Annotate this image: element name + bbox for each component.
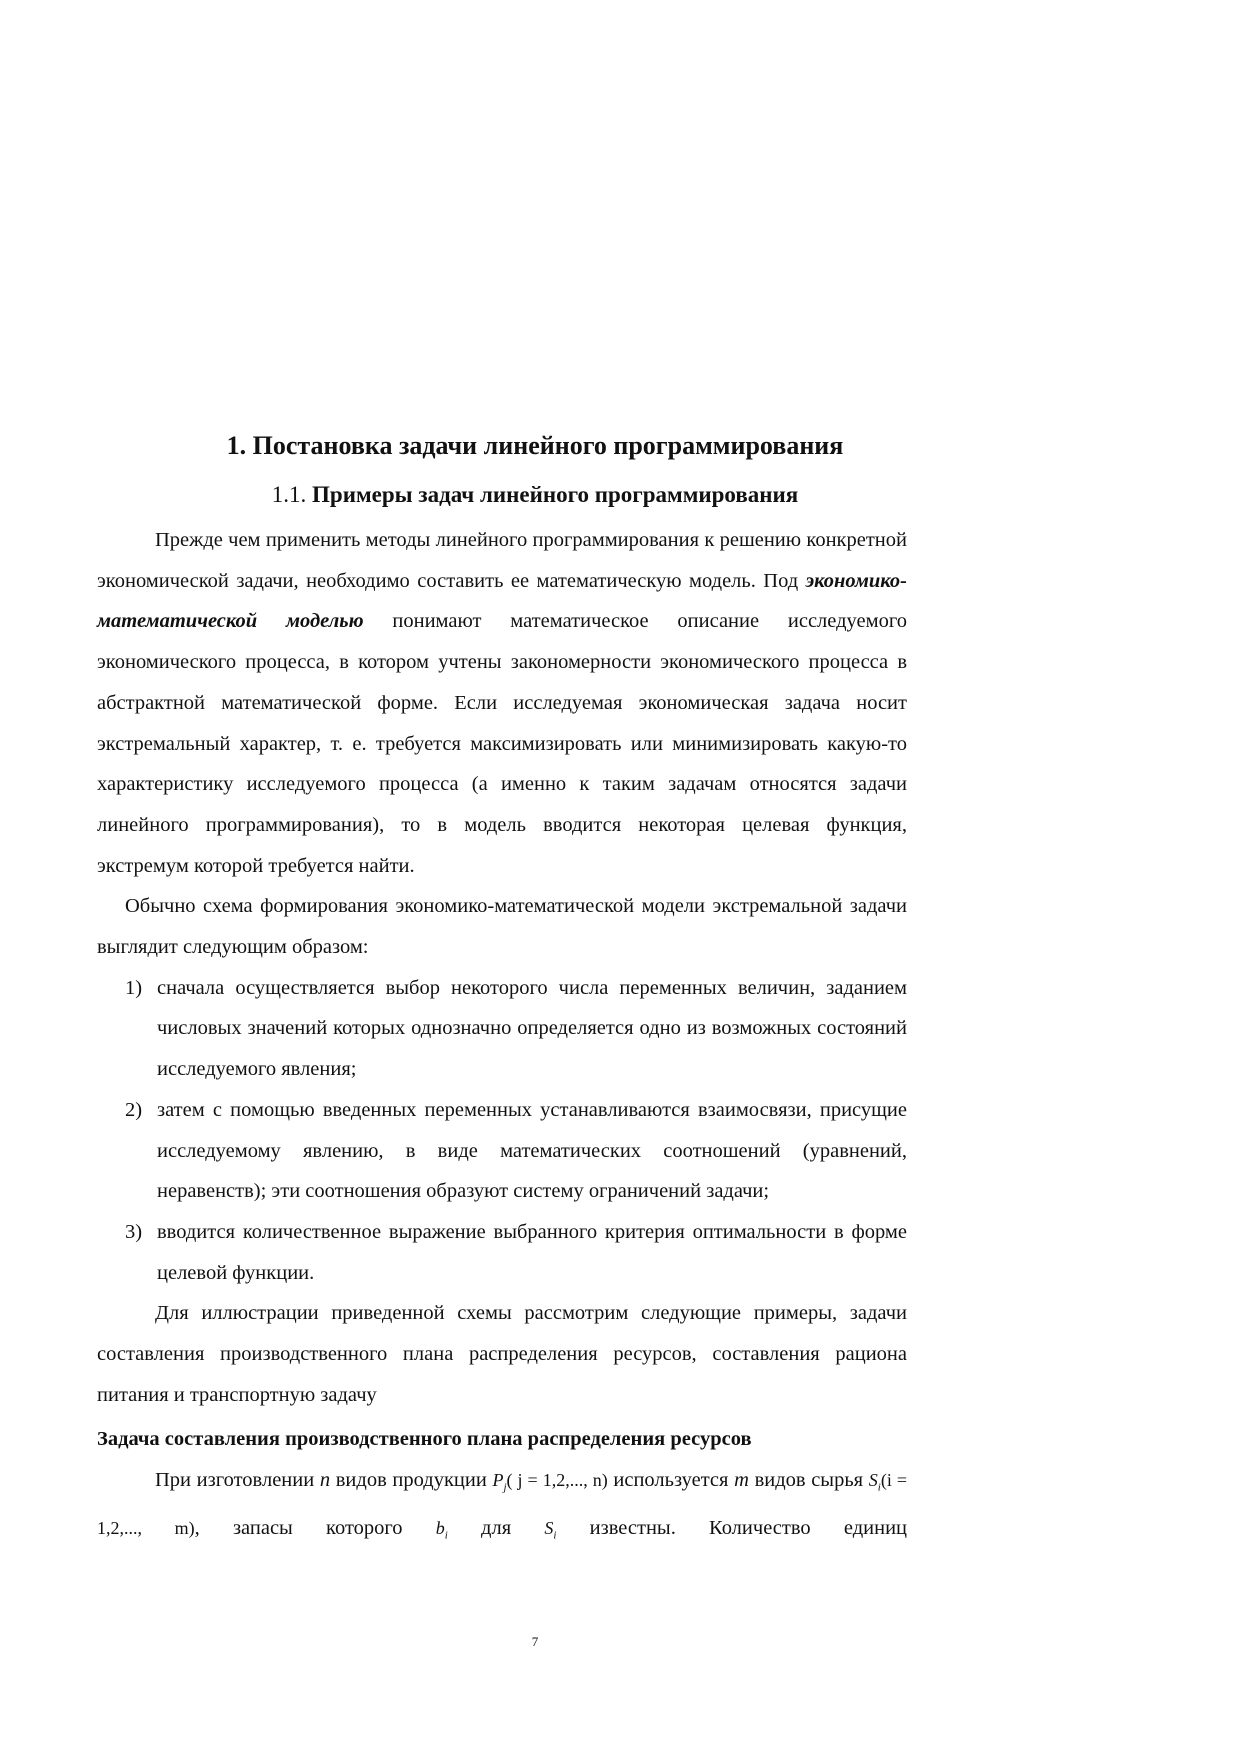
list-marker: 2): [125, 1098, 143, 1121]
page-number: 7: [531, 1634, 539, 1649]
text-fragment: известны. Количество единиц: [556, 1517, 908, 1540]
section-heading: [0, 478, 1070, 512]
list-item-text: вводится количественное выражение выбранного критерия оптимальности в форме целевой функции.: [157, 1220, 907, 1284]
list-item: [97, 968, 907, 1090]
math-subscript-i: i: [877, 1481, 881, 1494]
math-range-j: ( j = 1,2,..., n): [506, 1470, 608, 1491]
math-m: m: [734, 1469, 749, 1492]
list-item: [97, 1212, 907, 1293]
section-title: Примеры задач линейного программирования: [312, 482, 799, 507]
text-fragment: , запасы которого: [194, 1517, 436, 1540]
formula-p-j: [492, 1470, 608, 1494]
list-item-text: затем с помощью введенных переменных устанавливаются взаимосвязи, присущие исследуемому явлению, в виде математических соотношений (уравнений, неравенств); эти соотношения образуют систему ограничений задачи;: [157, 1098, 907, 1203]
steps-list: [97, 968, 907, 1294]
problem-subheading: Задача составления производственного плана распределения ресурсов: [97, 1428, 752, 1451]
intro-paragraph: [97, 520, 907, 886]
intro-text-1: Прежде чем применить методы линейного программирования к решению конкретной экономической задачи, необходимо составить ее математическую модель. Под: [97, 529, 907, 592]
math-subscript-i: i: [553, 1530, 557, 1543]
text-fragment: видов сырья: [748, 1469, 869, 1492]
intro-text-2: понимают математическое описание исследуемого экономического процесса, в котором учтены закономерности экономического процесса в абстрактной математической форме. Если исследуемая экономическая задача носит экстремальный характер, т. е. требуется максимизировать или минимизировать какую-то характеристику исследуемого процесса (а именно к таким задачам относятся задачи линейного программирования), то в модель вводится некоторая целевая функция, экстремум которой требуется найти.: [97, 610, 907, 877]
math-s: S: [544, 1518, 554, 1539]
text-fragment: При изготовлении: [155, 1469, 320, 1492]
list-marker: 3): [125, 1220, 143, 1243]
math-n: n: [319, 1469, 331, 1492]
body-text: [97, 520, 907, 1557]
list-marker: 1): [125, 976, 143, 999]
math-s: S: [868, 1470, 878, 1491]
formula-s-i-short: [544, 1518, 557, 1543]
math-b: b: [435, 1518, 445, 1539]
list-item: [97, 1090, 907, 1212]
math-subscript-i: i: [444, 1530, 448, 1543]
math-range-i: (i = 1,2,..., m): [97, 1470, 907, 1539]
examples-paragraph: Для иллюстрации приведенной схемы рассмотрим следующие примеры, задачи составления производственного плана распределения ресурсов, составления рациона питания и транспортную задачу: [97, 1302, 907, 1406]
scheme-intro-paragraph: Обычно схема формирования экономико-математической модели экстремальной задачи выглядит следующим образом:: [97, 895, 907, 959]
section-number: 1.1.: [271, 482, 307, 507]
formula-b-i: [435, 1518, 448, 1543]
math-p: P: [492, 1470, 504, 1491]
text-fragment: видов продукции: [330, 1469, 493, 1492]
list-item-text: сначала осуществляется выбор некоторого числа переменных величин, заданием числовых значений которых однозначно определяется одно из возможных состояний исследуемого явления;: [157, 976, 907, 1081]
text-fragment: для: [447, 1517, 545, 1540]
chapter-heading: 1. Постановка задачи линейного программирования: [226, 431, 844, 460]
math-subscript-j: j: [503, 1481, 507, 1494]
text-fragment: используется: [607, 1469, 735, 1492]
resource-paragraph: [97, 1460, 907, 1557]
term-definition: экономико-математической моделью: [97, 569, 907, 633]
